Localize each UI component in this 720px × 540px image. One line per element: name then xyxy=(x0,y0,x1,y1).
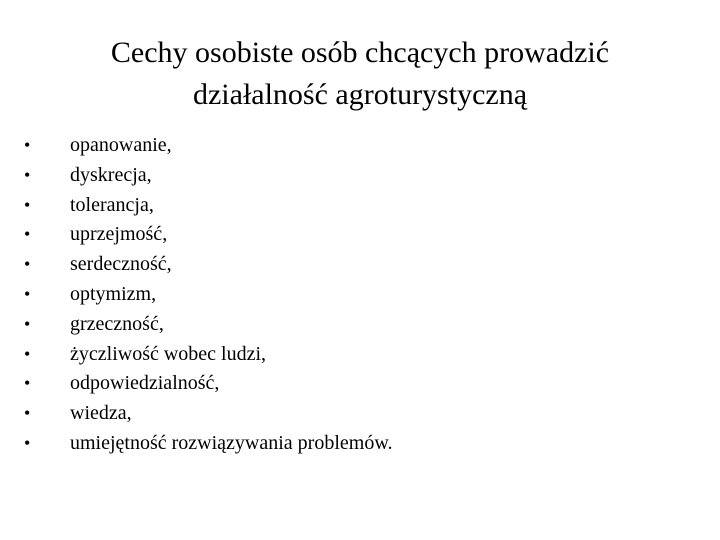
list-item-text: tolerancja, xyxy=(70,193,154,216)
list-item-text: opanowanie, xyxy=(70,134,172,156)
list-item-text: odpowiedzialność, xyxy=(70,372,220,395)
slide-title-line-2: działalność agroturystyczną xyxy=(192,78,528,111)
bullet-icon: • xyxy=(24,403,31,424)
slide-title-line-1: Cechy osobiste osób chcących prowadzić xyxy=(110,36,610,69)
bullet-icon: • xyxy=(24,313,31,334)
bullet-icon: • xyxy=(24,194,31,215)
bullet-icon: • xyxy=(24,432,31,453)
slide-title xyxy=(40,32,680,116)
list-item-text: dyskrecja, xyxy=(70,163,152,186)
bullet-icon: • xyxy=(24,164,31,185)
bullet-icon: • xyxy=(24,373,31,394)
bullet-icon: • xyxy=(24,343,31,364)
list-item-text: serdeczność, xyxy=(70,253,172,276)
list-item-text: umiejętność rozwiązywania problemów. xyxy=(70,431,393,454)
bullet-icon: • xyxy=(24,254,31,275)
list-item-text: uprzejmość, xyxy=(70,223,168,246)
bullet-icon: • xyxy=(24,283,31,304)
bullet-icon: • xyxy=(24,224,31,245)
bullet-icon: • xyxy=(24,135,31,155)
list-item-text: grzeczność, xyxy=(70,312,164,335)
list-item-text: życzliwość wobec ludzi, xyxy=(70,342,267,365)
list-item-text: optymizm, xyxy=(70,282,157,305)
list-item-text: wiedza, xyxy=(70,402,132,425)
